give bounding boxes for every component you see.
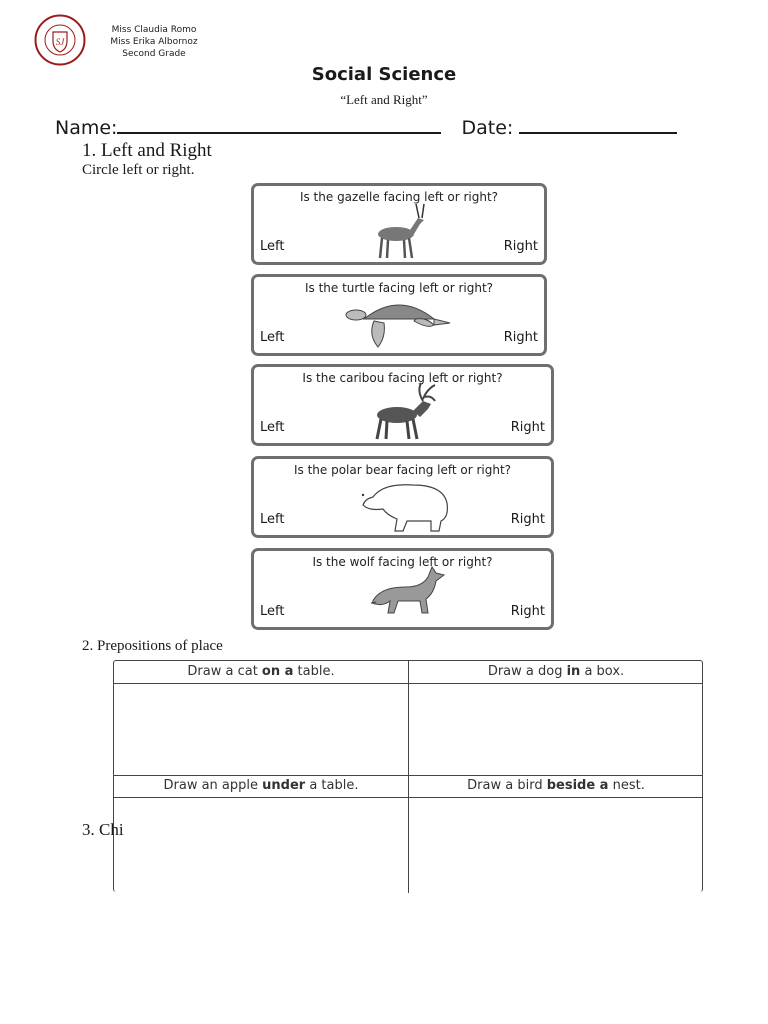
teacher-info [96, 24, 212, 60]
card-polar-bear [251, 456, 554, 538]
cell-text: Draw a bird [467, 778, 547, 793]
right-option[interactable]: Right [510, 604, 545, 619]
card-turtle [251, 274, 547, 356]
card-question: Is the polar bear facing left or right? [293, 463, 512, 477]
left-option[interactable]: Left [260, 330, 285, 345]
cell-bold-text: under [262, 778, 306, 793]
polar-bear-icon [353, 473, 453, 533]
wolf-icon [358, 563, 448, 625]
cell-text: nest. [608, 778, 645, 793]
page-title: Social Science [311, 64, 457, 85]
card-question: Is the caribou facing left or right? [302, 371, 503, 385]
teacher-name-1: Miss Claudia Romo [111, 25, 197, 35]
table-cell-bird [409, 778, 703, 793]
section-1-instruction: Circle left or right. [82, 162, 195, 178]
name-date-row [55, 114, 677, 139]
table-cell-cat [114, 664, 408, 679]
left-option[interactable]: Left [260, 604, 285, 619]
card-question: Is the turtle facing left or right? [304, 281, 494, 295]
cell-bold-text: on a [261, 664, 294, 679]
turtle-icon [344, 293, 454, 351]
right-option[interactable]: Right [510, 512, 545, 527]
caribou-icon [363, 379, 443, 441]
cell-text: table. [293, 664, 335, 679]
left-option[interactable]: Left [260, 239, 285, 254]
table-divider [408, 661, 409, 893]
card-question: Is the wolf facing left or right? [312, 555, 493, 569]
cell-text: a box. [580, 664, 625, 679]
table-cell-apple [114, 778, 408, 793]
card-caribou [251, 364, 554, 446]
cell-text: a table. [305, 778, 359, 793]
table-divider [114, 797, 702, 798]
card-wolf [251, 548, 554, 630]
page-subtitle: “Left and Right” [340, 92, 428, 107]
grade-label: Second Grade [122, 49, 186, 59]
section-2-heading: 2. Prepositions of place [82, 638, 223, 654]
right-option[interactable]: Right [503, 330, 538, 345]
cell-bold-text: in [566, 664, 581, 679]
date-field[interactable] [519, 114, 677, 134]
cell-bold-text: beside a [546, 778, 609, 793]
svg-text:SJ: SJ [55, 37, 65, 47]
table-divider [114, 683, 702, 684]
date-label: Date: [461, 117, 514, 139]
section-1-heading: 1. Left and Right [82, 140, 212, 161]
name-label: Name: [55, 117, 118, 139]
name-field[interactable] [117, 114, 441, 134]
cell-text: Draw a cat [187, 664, 262, 679]
card-gazelle [251, 183, 547, 265]
left-option[interactable]: Left [260, 420, 285, 435]
card-question: Is the gazelle facing left or right? [299, 190, 499, 204]
gazelle-icon [364, 200, 434, 260]
teacher-name-2: Miss Erika Albornoz [110, 37, 198, 47]
section-3-heading: 3. Chi [82, 820, 124, 839]
right-option[interactable]: Right [503, 239, 538, 254]
left-option[interactable]: Left [260, 512, 285, 527]
school-logo [34, 14, 86, 66]
table-divider [114, 775, 702, 776]
prepositions-table [113, 660, 703, 892]
table-cell-dog [409, 664, 703, 679]
cell-text: Draw a dog [487, 664, 567, 679]
right-option[interactable]: Right [510, 420, 545, 435]
cell-text: Draw an apple [163, 778, 263, 793]
